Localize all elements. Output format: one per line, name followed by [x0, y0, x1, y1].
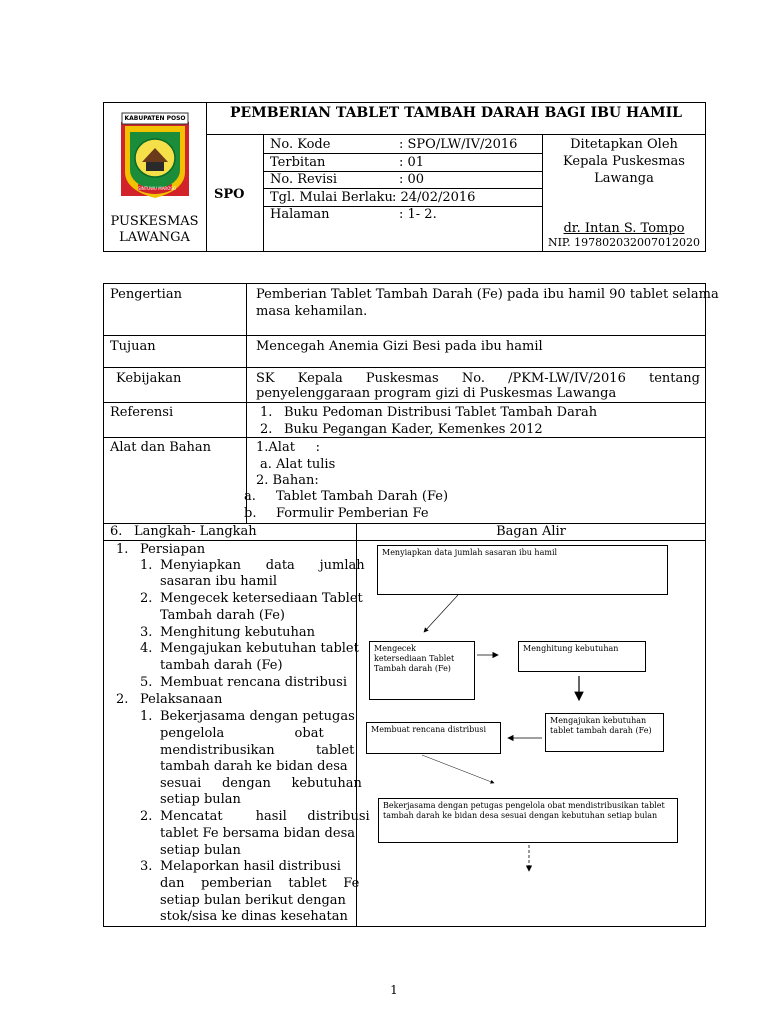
step-num: 5. [140, 675, 153, 690]
step-num: 2. [116, 692, 129, 707]
step-num: 4. [140, 641, 153, 656]
flow-box-5: Membuat rencana distribusi [366, 722, 501, 754]
step-text: pengelola obat [160, 726, 324, 741]
referensi-item: Buku Pedoman Distribusi Tablet Tambah Darah [284, 405, 598, 420]
langkah-marker: 6. [110, 524, 123, 539]
kebijakan-word: SK [256, 371, 275, 386]
kebijakan-text [256, 371, 700, 387]
alat-line: Tablet Tambah Darah (Fe) [276, 489, 449, 504]
step-text: tambah darah ke bidan desa [160, 759, 348, 774]
page-number: 1 [390, 983, 398, 997]
referensi-num: 1. [260, 405, 273, 420]
alat-line: a. Alat tulis [260, 457, 336, 472]
step-text: stok/sisa ke dinas kesehatan [160, 909, 348, 924]
kabupaten-poso-logo [120, 110, 190, 202]
logo-label-top: KABUPATEN POSO [124, 115, 186, 122]
step-text: dan pemberian tablet Fe [160, 876, 360, 891]
step-text: Mencatat hasil distribusi [160, 809, 370, 824]
kebijakan-word: No. [461, 371, 485, 386]
pengertian-text-2: masa kehamilan. [256, 304, 368, 319]
flow-box-2: Mengecek ketersediaan Tablet Tambah darah (Fe) [369, 641, 475, 700]
step-text: tablet Fe bersama bidan desa [160, 826, 355, 841]
step-text: mendistribusikan tablet [160, 743, 355, 758]
kebijakan-word: tentang [648, 371, 700, 386]
meta-value-terbitan: : 01 [399, 155, 425, 170]
flow-arrows [356, 540, 706, 927]
step-persiapan: Persiapan [140, 542, 206, 557]
step-text: sesuai dengan kebutuhan [160, 776, 362, 791]
step-num: 3. [140, 625, 153, 640]
meta-key-kode: No. Kode [270, 137, 331, 152]
org-name-2: LAWANGA [119, 230, 190, 245]
approval-line-1: Ditetapkan Oleh [570, 137, 678, 152]
step-text: Tambah darah (Fe) [160, 608, 286, 623]
tujuan-text: Mencegah Anemia Gizi Besi pada ibu hamil [256, 339, 543, 354]
meta-value-tanggal: : 24/02/2016 [392, 190, 476, 205]
approval-line-3: Lawanga [594, 171, 654, 186]
step-text: Mengecek ketersediaan Tablet [160, 591, 363, 606]
meta-value-halaman: : 1- 2. [399, 207, 437, 222]
step-text: sasaran ibu hamil [160, 574, 278, 589]
step-num: 2. [140, 809, 153, 824]
step-num: 1. [140, 709, 153, 724]
spo-label: SPO [214, 187, 245, 202]
logo-label-bottom: SINTUWU MAROSO [138, 186, 177, 191]
langkah-label: Langkah- Langkah [134, 524, 257, 539]
flow-box-1: Menyiapkan data jumlah sasaran ibu hamil [377, 545, 668, 595]
signer-name: dr. Intan S. Tompo [563, 221, 685, 236]
kebijakan-label: Kebijakan [116, 371, 182, 386]
step-num: 1. [116, 542, 129, 557]
referensi-label: Referensi [110, 405, 174, 420]
alat-line: 1.Alat : [256, 440, 320, 455]
flow-box-4: Mengajukan kebutuhan tablet tambah darah (Fe) [545, 713, 664, 752]
kebijakan-text-2: penyelenggaraan program gizi di Puskesmas Lawanga [256, 386, 617, 401]
kebijakan-word: /PKM-LW/IV/2016 [508, 371, 626, 386]
kebijakan-word: Kepala [297, 371, 343, 386]
approval-line-2: Kepala Puskesmas [563, 154, 685, 169]
step-text: setiap bulan berikut dengan [160, 893, 346, 908]
alat-line: 2. Bahan: [256, 473, 319, 488]
step-num: 1. [140, 558, 153, 573]
document-title: PEMBERIAN TABLET TAMBAH DARAH BAGI IBU HAMIL [230, 105, 682, 121]
flow-arrow-5 [422, 755, 494, 783]
step-text: Menyiapkan data jumlah [160, 558, 365, 573]
referensi-item: Buku Pegangan Kader, Kemenkes 2012 [284, 422, 543, 437]
flow-box-6: Bekerjasama dengan petugas pengelola obat mendistribusikan tablet tambah darah ke bidan desa sesuai dengan kebutuhan setiap bulan [378, 798, 678, 843]
flow-arrow-1 [424, 595, 458, 632]
step-text: setiap bulan [160, 792, 241, 807]
alat-label: Alat dan Bahan [110, 440, 212, 455]
referensi-num: 2. [260, 422, 273, 437]
tujuan-label: Tujuan [110, 339, 156, 354]
flow-box-3: Menghitung kebutuhan [518, 641, 646, 672]
pengertian-text: Pemberian Tablet Tambah Darah (Fe) pada ibu hamil 90 tablet selama [256, 287, 719, 302]
signer-nip: NIP. 197802032007012020 [547, 236, 701, 249]
meta-key-tanggal: Tgl. Mulai Berlaku [270, 190, 393, 205]
step-text: tambah darah (Fe) [160, 658, 283, 673]
step-num: 3. [140, 859, 153, 874]
step-text: Mengajukan kebutuhan tablet [160, 641, 359, 656]
org-name: PUSKESMAS [110, 214, 199, 229]
meta-key-halaman: Halaman [270, 207, 330, 222]
alat-line: Formulir Pemberian Fe [276, 506, 429, 521]
step-text: Membuat rencana distribusi [160, 675, 347, 690]
meta-key-revisi: No. Revisi [270, 172, 338, 187]
meta-key-terbitan: Terbitan [270, 155, 326, 170]
step-text: Melaporkan hasil distribusi [160, 859, 341, 874]
alat-marker: b. [244, 506, 257, 521]
step-pelaksanaan: Pelaksanaan [140, 692, 223, 707]
meta-value-kode: : SPO/LW/IV/2016 [399, 137, 518, 152]
kebijakan-word: Puskesmas [365, 371, 439, 386]
step-num: 2. [140, 591, 153, 606]
step-text: Menghitung kebutuhan [160, 625, 316, 640]
alat-marker: a. [244, 489, 256, 504]
step-text: setiap bulan [160, 843, 241, 858]
bagan-label: Bagan Alir [496, 524, 566, 539]
meta-value-revisi: : 00 [399, 172, 425, 187]
pengertian-label: Pengertian [110, 287, 182, 302]
step-text: Bekerjasama dengan petugas [160, 709, 355, 724]
